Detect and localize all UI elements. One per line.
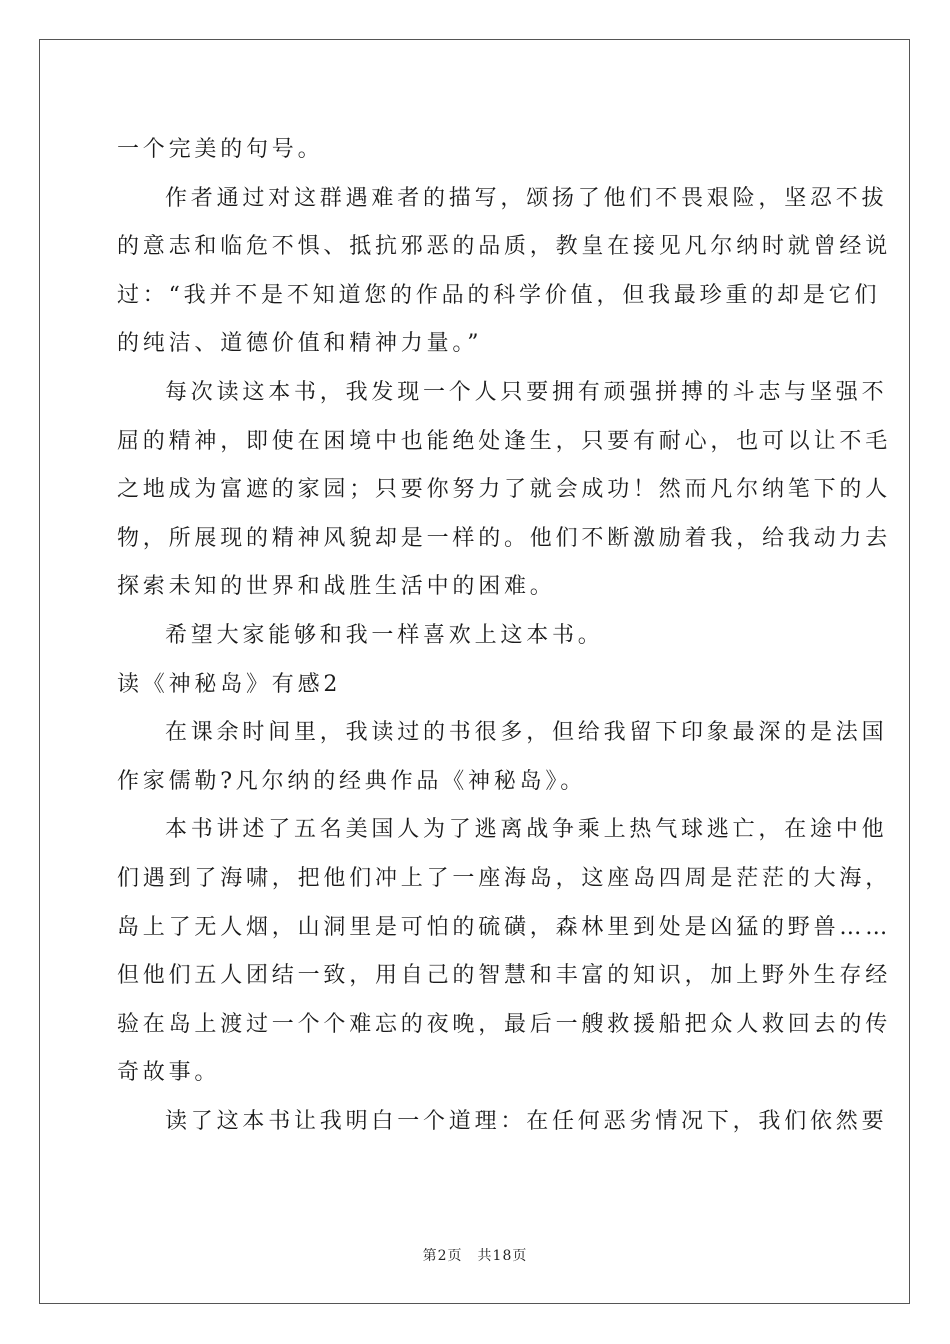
text-line: 作者通过对这群遇难者的描写，颂扬了他们不畏艰险，坚忍不拔	[165, 185, 888, 211]
text-line: 读了这本书让我明白一个道理：在任何恶劣情况下，我们依然要	[165, 1108, 888, 1134]
text-line: 探索未知的世界和战胜生活中的困难。	[117, 574, 556, 600]
document-body	[117, 126, 892, 1146]
text-line: 本书讲述了五名美国人为了逃离战争乘上热气球逃亡，在途中他	[165, 817, 888, 843]
text-line: 之地成为富遮的家园；只要你努力了就会成功！然而凡尔纳笔下的人	[117, 477, 892, 503]
text-line: 奇故事。	[117, 1060, 221, 1086]
text-line: 在课余时间里，我读过的书很多，但给我留下印象最深的是法国	[165, 720, 888, 746]
text-line: 岛上了无人烟，山洞里是可怕的硫磺，森林里到处是凶猛的野兽……	[117, 914, 892, 940]
text-line: 过：“我并不是不知道您的作品的科学价值，但我最珍重的却是它们	[117, 282, 881, 308]
text-line: 作家儒勒?凡尔纳的经典作品《神秘岛》。	[117, 768, 586, 794]
text-line: 物，所展现的精神风貌却是一样的。他们不断激励着我，给我动力去	[117, 525, 892, 551]
text-line: 但他们五人团结一致，用自己的智慧和丰富的知识，加上野外生存经	[117, 963, 892, 989]
text-line: 的意志和临危不惧、抵抗邪恶的品质，教皇在接见凡尔纳时就曾经说	[117, 234, 892, 260]
page-footer: 第2页 共18页	[422, 1248, 528, 1264]
text-line: 每次读这本书，我发现一个人只要拥有顽强拼搏的斗志与坚强不	[165, 379, 888, 405]
text-line: 的纯洁、道德价值和精神力量。”	[117, 331, 483, 357]
text-line: 一个完美的句号。	[117, 137, 324, 162]
text-line: 验在岛上渡过一个个难忘的夜晚，最后一艘救援船把众人救回去的传	[117, 1011, 892, 1037]
text-line: 屈的精神，即使在困境中也能绝处逢生，只要有耐心，也可以让不毛	[117, 428, 892, 454]
text-line: 们遇到了海啸，把他们冲上了一座海岛，这座岛四周是茫茫的大海，	[117, 865, 892, 891]
section-heading: 读《神秘岛》有感2	[117, 671, 342, 697]
text-line: 希望大家能够和我一样喜欢上这本书。	[165, 622, 604, 648]
